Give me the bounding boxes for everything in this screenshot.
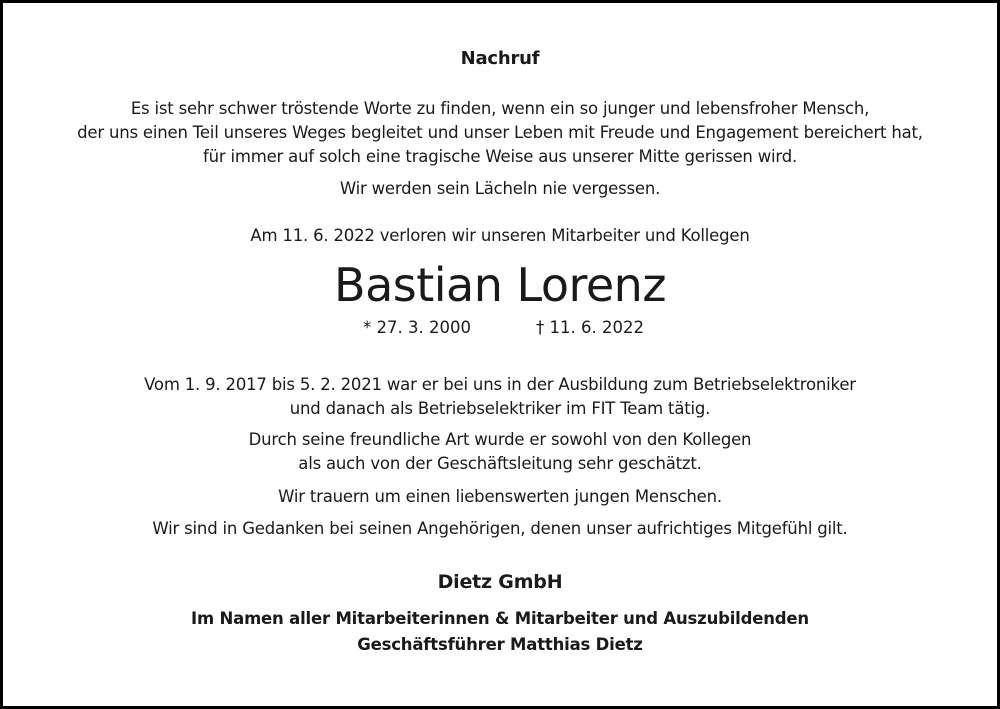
announcement: Am 11. 6. 2022 verloren wir unseren Mitarbeiter und Kollegen [250, 226, 750, 245]
signature-line-2: Geschäftsführer Matthias Dietz [357, 635, 643, 654]
birth-date: * 27. 3. 2000 [363, 318, 471, 337]
body-line-1: Vom 1. 9. 2017 bis 5. 2. 2021 war er bei uns in der Ausbildung zum Betriebselektroniker [144, 375, 856, 394]
signature-line-1: Im Namen aller Mitarbeiterinnen & Mitarbeiter und Auszubildenden [191, 609, 809, 628]
body-line-5: Wir trauern um einen liebenswerten jungen Menschen. [278, 487, 722, 506]
deceased-name: Bastian Lorenz [334, 258, 666, 312]
death-date: † 11. 6. 2022 [536, 318, 644, 337]
intro-line-1: Es ist sehr schwer tröstende Worte zu finden, wenn ein so junger und lebensfroher Mensch, [130, 99, 870, 118]
body-line-2: und danach als Betriebselektriker im FIT Team tätig. [289, 399, 711, 418]
intro-line-4: Wir werden sein Lächeln nie vergessen. [339, 179, 661, 198]
body-line-3: Durch seine freundliche Art wurde er sowohl von den Kollegen [248, 430, 752, 449]
intro-line-3: für immer auf solch eine tragische Weise aus unserer Mitte gerissen wird. [202, 147, 798, 166]
body-line-4: als auch von der Geschäftsleitung sehr geschätzt. [298, 454, 702, 473]
heading: Nachruf [460, 48, 540, 69]
intro-line-2: der uns einen Teil unseres Weges begleitet und unser Leben mit Freude und Engagement bereichert hat, [77, 123, 923, 142]
company-name: Dietz GmbH [437, 571, 563, 593]
body-line-6: Wir sind in Gedanken bei seinen Angehörigen, denen unser aufrichtiges Mitgefühl gilt. [152, 519, 848, 538]
